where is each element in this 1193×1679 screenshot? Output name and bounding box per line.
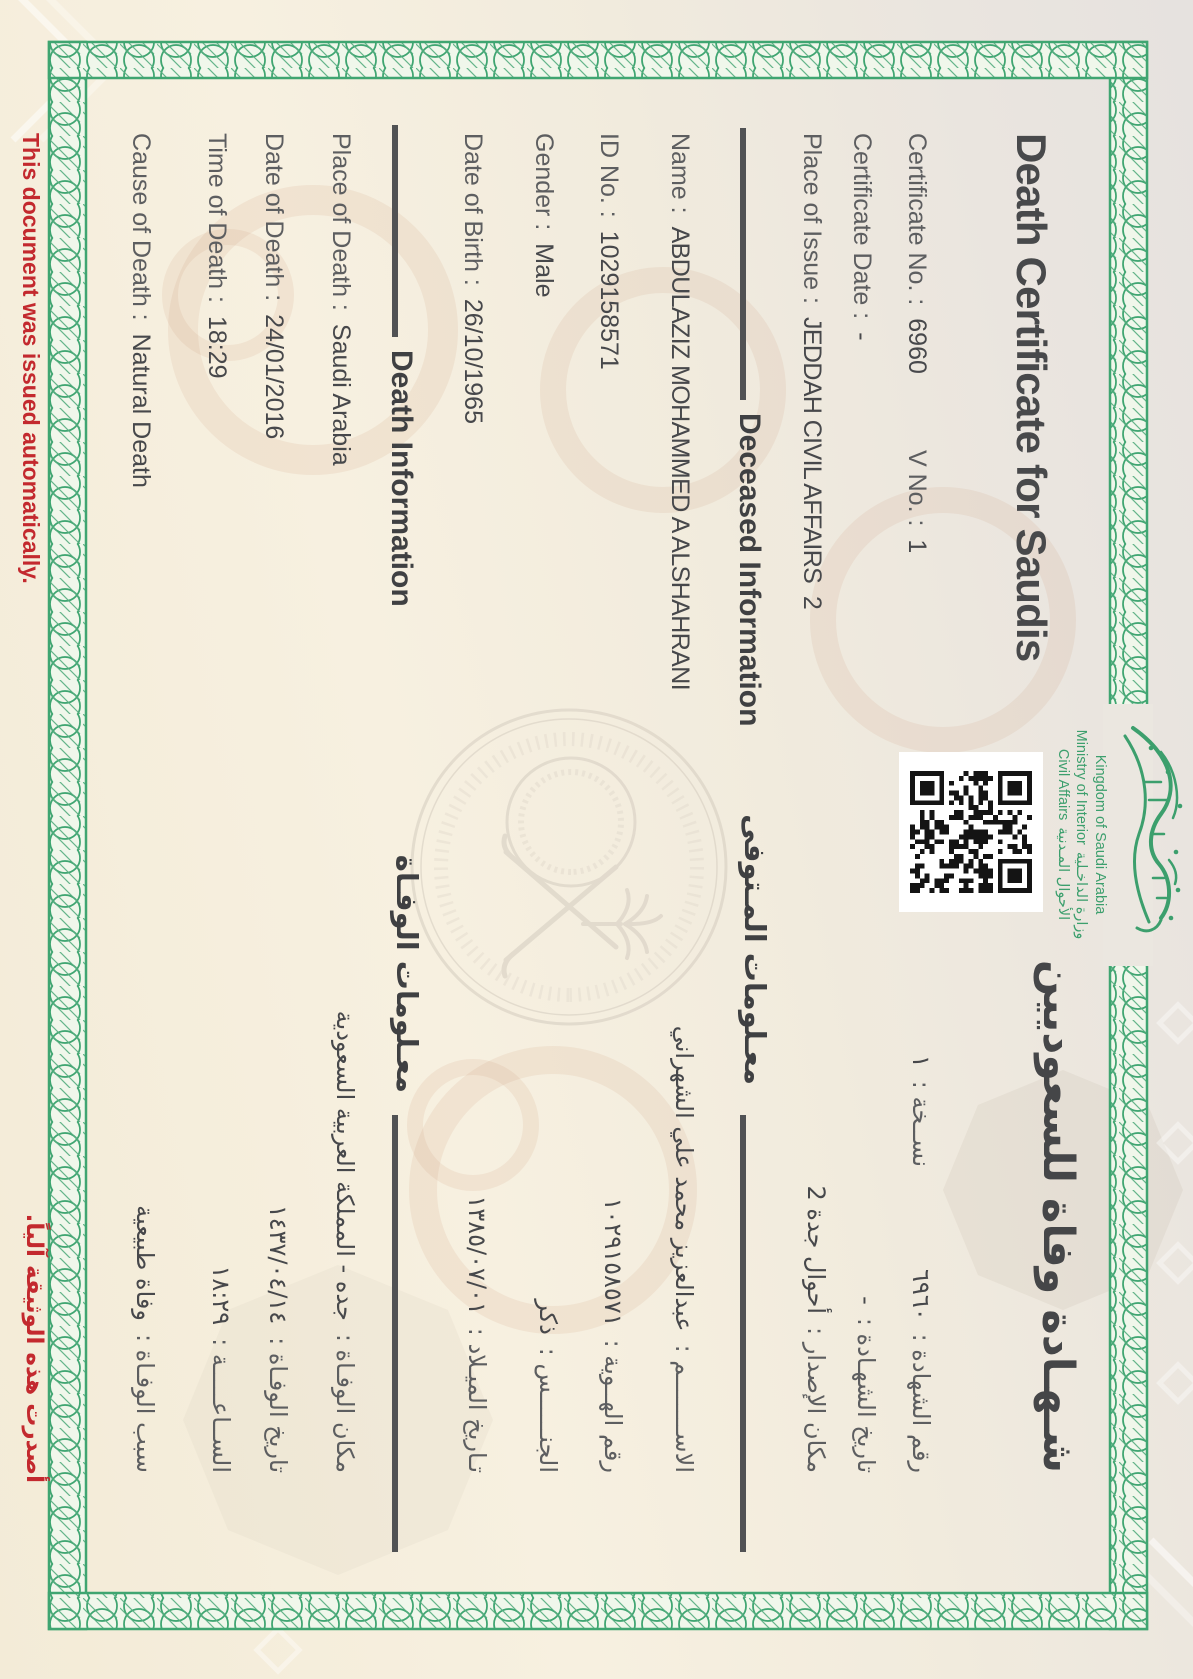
- field-date-of-birth-ar: [462, 1195, 491, 1473]
- kingdom-label: Kingdom of Saudi Arabia: [1092, 754, 1108, 915]
- gender-label-en: Gender :: [530, 133, 558, 231]
- field-certificate-date-ar: [851, 1296, 880, 1473]
- field-certificate-no-en: [902, 133, 931, 374]
- place-of-issue-label-en: Place of Issue :: [798, 133, 826, 304]
- place-of-issue-value-ar: أحوال جدة 2: [802, 1185, 830, 1315]
- id-no-value-en: 1029158571: [595, 230, 623, 370]
- date-of-birth-label-en: Date of Birth :: [459, 133, 487, 286]
- qr-code: [910, 771, 1032, 893]
- document-title-en: Death Certificate for Saudis: [1008, 133, 1055, 662]
- certificate-no-label-ar: رقم الشهادة :: [907, 1333, 935, 1473]
- ministry-line-kingdom: [1091, 712, 1110, 957]
- civil-affairs-label-ar: الأحوال المـدنية: [1055, 827, 1071, 921]
- certificate-no-value-ar: ٦٩٦٠: [907, 1269, 935, 1321]
- field-id-no-en: [594, 133, 623, 370]
- field-place-of-death-en: [326, 133, 355, 466]
- cause-of-death-value-en: Natural Death: [127, 333, 155, 488]
- name-value-ar: عبدالعزيز محمد علي الشهراني: [670, 1025, 698, 1332]
- auto-issued-note-en: This document was issued automatically.: [18, 133, 44, 584]
- cause-of-death-label-ar: سبب الوفـاة :: [131, 1333, 159, 1473]
- certificate-date-label-ar: تاريخ الشهـادة :: [852, 1317, 880, 1473]
- time-of-death-label-en: Time of Death :: [203, 133, 231, 303]
- deceased-section-header-en: Deceased Information: [733, 413, 766, 727]
- field-gender-en: [529, 133, 558, 297]
- name-label-ar: الاســــــــم :: [670, 1344, 698, 1473]
- v-no-label-en: V No. :: [903, 450, 931, 527]
- v-no-value-en: 1: [903, 539, 931, 554]
- death-section-header-en: Death Information: [385, 350, 418, 607]
- field-date-of-death-en: [259, 133, 288, 439]
- date-of-death-value-en: 24/01/2016: [260, 314, 288, 440]
- field-cause-of-death-en: [126, 133, 155, 488]
- ministry-header-block: [1054, 712, 1110, 957]
- ministry-line-interior: [1072, 712, 1091, 957]
- field-certificate-date-en: [847, 133, 876, 341]
- place-of-death-label-ar: مكان الوفـاة :: [331, 1333, 359, 1473]
- field-id-no-ar: [598, 1198, 627, 1473]
- place-of-death-label-en: Place of Death :: [327, 133, 355, 311]
- id-no-label-ar: رقم الهــوية :: [599, 1339, 627, 1473]
- id-no-label-en: ID No. :: [595, 133, 623, 218]
- date-of-birth-value-en: 26/10/1965: [459, 298, 487, 424]
- date-of-death-label-ar: تاريخ الوفـاة :: [264, 1337, 292, 1473]
- field-date-of-birth-en: [458, 133, 487, 424]
- field-place-of-death-ar: [330, 1011, 359, 1473]
- certificate-date-value-en: -: [848, 332, 876, 341]
- field-name-ar: [669, 1026, 698, 1473]
- cause-of-death-label-en: Cause of Death :: [127, 133, 155, 321]
- name-label-en: Name :: [666, 133, 694, 214]
- death-section-header-ar: معـلومات الوفـاة: [390, 854, 424, 1093]
- moi-calligraphy-emblem: [1107, 712, 1191, 957]
- interior-label-ar: وزارة الداخـلية: [1073, 851, 1090, 940]
- field-name-en: [665, 133, 694, 690]
- field-certificate-no-ar: [906, 1269, 935, 1473]
- place-of-death-value-ar: جده - المملكة العربية السعودية: [331, 1010, 359, 1321]
- deceased-section-header-ar: معـلومات المـتوفى: [738, 814, 772, 1085]
- time-of-death-value-ar: ١٨:٢٩: [207, 1265, 235, 1326]
- name-value-en: ABDULAZIZ MOHAMMED A ALSHAHRANI: [666, 226, 694, 691]
- time-of-death-value-en: 18:29: [203, 315, 231, 379]
- time-of-death-label-ar: الســاعـــــة :: [207, 1338, 235, 1473]
- cause-of-death-value-ar: وفاة طبيعية: [131, 1205, 159, 1321]
- gender-value-ar: ذكر: [534, 1299, 562, 1335]
- certificate-date-value-ar: -: [852, 1296, 880, 1305]
- gender-value-en: Male: [530, 243, 558, 298]
- interior-label-en: Ministry of Interior: [1073, 729, 1090, 845]
- field-v-no-en: [902, 450, 931, 553]
- death-section-line-right: [392, 1115, 398, 1552]
- place-of-issue-value-en: JEDDAH CIVIL AFFAIRS 2: [798, 316, 826, 610]
- deceased-section-line-right: [740, 1115, 746, 1552]
- date-of-birth-value-ar: ١٣٨٥/٠٧/٠١: [463, 1195, 491, 1315]
- auto-issued-note-ar: أصدرت هذه الوثيقة آلياً.: [21, 1213, 47, 1483]
- place-of-death-value-en: Saudi Arabia: [327, 323, 355, 466]
- document-title-ar: شـهـادة وفاة للسعوديين: [1033, 959, 1083, 1473]
- certificate-no-value-en: 6960: [903, 318, 931, 374]
- qr-code-panel: [899, 752, 1043, 912]
- certificate-no-label-en: Certificate No. :: [903, 133, 931, 306]
- certificate-date-label-en: Certificate Date :: [848, 133, 876, 320]
- civil-affairs-label-en: Civil Affairs: [1055, 748, 1071, 821]
- date-of-death-value-ar: ١٤٣٧/٠٤/١٤: [264, 1204, 292, 1325]
- field-date-of-death-ar: [263, 1205, 292, 1473]
- v-no-value-ar: ١: [907, 1054, 935, 1068]
- gender-label-ar: الجنــــــس :: [534, 1347, 562, 1473]
- death-section-line-left: [392, 125, 398, 337]
- date-of-birth-label-ar: تـاريخ الميـلاد :: [463, 1327, 491, 1473]
- ministry-line-civil-affairs: [1054, 712, 1073, 957]
- field-gender-ar: [533, 1299, 562, 1473]
- deceased-section-line-left: [740, 128, 746, 400]
- date-of-death-label-en: Date of Death :: [260, 133, 288, 302]
- id-no-value-ar: ١٠٢٩١٥٨٥٧١: [599, 1197, 627, 1327]
- field-place-of-issue-ar: [801, 1185, 830, 1473]
- field-cause-of-death-ar: [130, 1205, 159, 1473]
- field-v-no-ar: [906, 1055, 935, 1167]
- v-no-label-ar: نســخة :: [907, 1080, 935, 1167]
- place-of-issue-label-ar: مكان الإصدار :: [802, 1327, 830, 1473]
- field-time-of-death-ar: [206, 1266, 235, 1473]
- field-time-of-death-en: [202, 133, 231, 379]
- field-place-of-issue-en: [797, 133, 826, 609]
